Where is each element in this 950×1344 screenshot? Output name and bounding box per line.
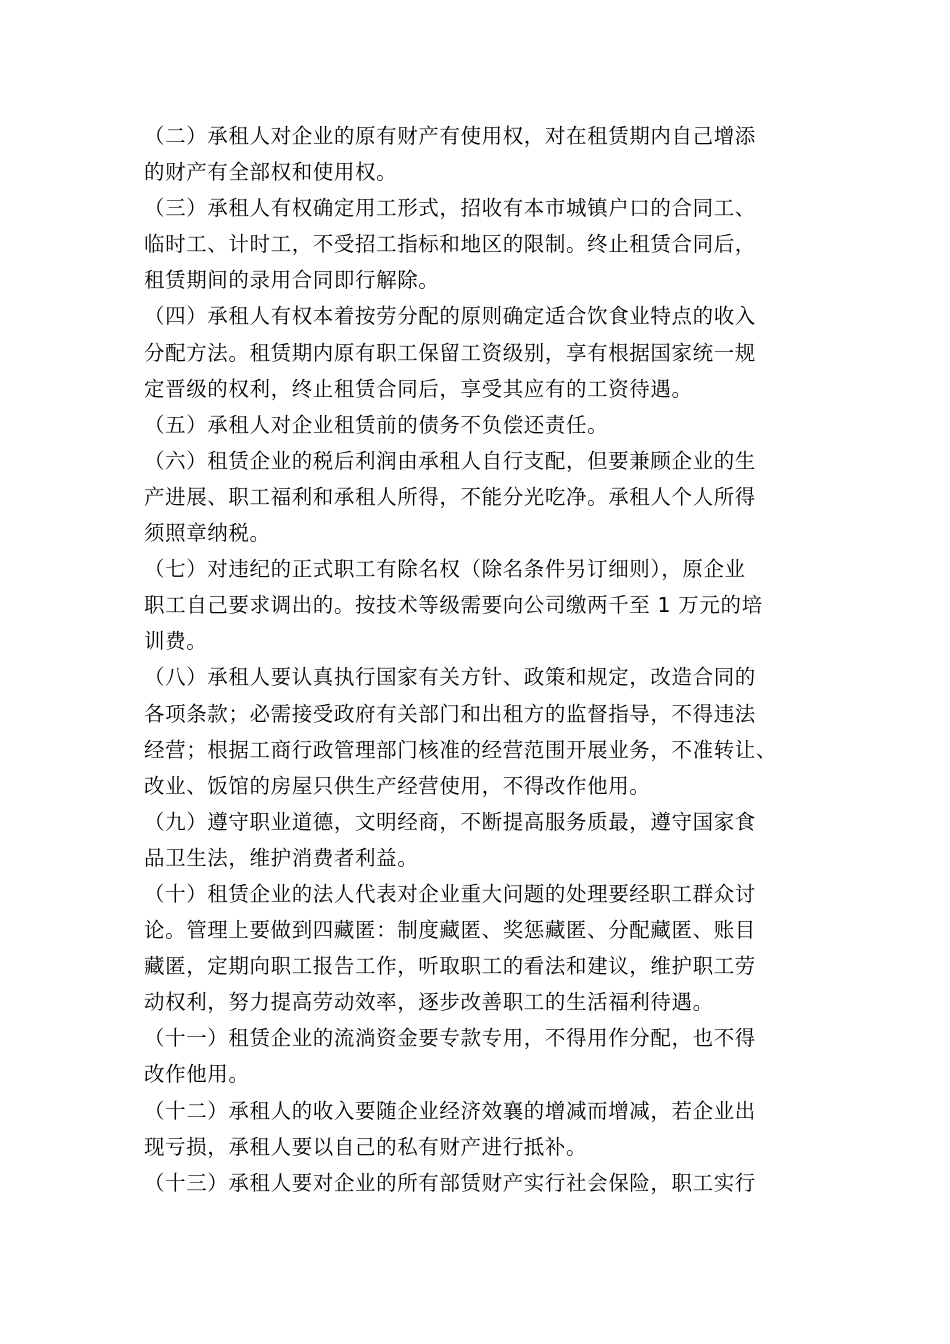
clause-paragraph — [144, 298, 824, 406]
clause-line: 职工自己要求调出的。按技术等级需要向公司缴两千至 1 万元的培 — [144, 593, 763, 618]
clause-line: 动权利，努力提高劳动效率，逐步改善职工的生活福利待遇。 — [144, 990, 714, 1015]
clause-line: （九）遵守职业道德，文明经商，不断提高服务质最，遵守国家食 — [144, 809, 756, 834]
clause-line: （八）承租人要认真执行国家有关方针、政策和规定，改造合同的 — [144, 665, 756, 690]
clause-line: （十二）承租人的收入要随企业经济效襄的增减而增减，若企业出 — [144, 1098, 756, 1123]
document-body — [144, 118, 824, 1201]
clause-line: （六）租赁企业的税后利润由承租人自行支配，但要兼顾企业的生 — [144, 448, 756, 473]
clause-line: 经营；根据工商行政管理部门核准的经营范围开展业务，不准转让、 — [144, 737, 777, 762]
clause-paragraph — [144, 407, 824, 443]
clause-line: （十三）承租人要对企业的所有部赁财产实行社会保险，职工实行 — [144, 1170, 756, 1195]
clause-line: 改业、饭馆的房屋只供生产经营使用，不得改作他用。 — [144, 773, 651, 798]
clause-line: 产进展、职工福利和承租人所得，不能分光吃净。承租人个人所得 — [144, 484, 756, 509]
clause-paragraph — [144, 1165, 824, 1201]
clause-line: 租赁期间的录用合同即行解除。 — [144, 268, 440, 293]
clause-paragraph — [144, 1093, 824, 1165]
clause-line: （十一）租赁企业的流淌资金要专款专用，不得用作分配，也不得 — [144, 1026, 756, 1051]
clause-line: 论。管理上要做到四藏匿：制度藏匿、奖惩藏匿、分配藏匿、账目 — [144, 918, 756, 943]
clause-line: （三）承租人有权确定用工形式，招收有本市城镇户口的合同工、 — [144, 196, 756, 221]
clause-line: 分配方法。租赁期内原有职工保留工资级别，享有根据国家统一规 — [144, 340, 756, 365]
clause-paragraph — [144, 118, 824, 190]
clause-line: 藏匿，定期向职工报告工作，听取职工的看法和建议，维护职工劳 — [144, 954, 756, 979]
clause-line: 各项条款；必需接受政府有关部门和出租方的监督指导，不得违法 — [144, 701, 756, 726]
clause-paragraph — [144, 1020, 824, 1092]
clause-line: 品卫生法，维护消费者利益。 — [144, 845, 419, 870]
clause-line: （四）承租人有权本着按劳分配的原则确定适合饮食业特点的收入 — [144, 304, 756, 329]
clause-line: 的财产有全部权和使用权。 — [144, 160, 398, 185]
clause-paragraph — [144, 443, 824, 551]
clause-paragraph — [144, 804, 824, 876]
clause-line: （七）对违纪的正式职工有除名权（除名条件另订细则），原企业 — [144, 557, 746, 582]
clause-paragraph — [144, 551, 824, 659]
clause-paragraph — [144, 190, 824, 298]
clause-line: （五）承租人对企业租赁前的债务不负偿还责任。 — [144, 412, 609, 437]
clause-line: 定晋级的权利，终止租赁合同后，享受其应有的工资待遇。 — [144, 376, 693, 401]
clause-line: 现亏损，承租人要以自己的私有财产进行抵补。 — [144, 1134, 588, 1159]
clause-paragraph — [144, 876, 824, 1020]
clause-line: 改作他用。 — [144, 1062, 250, 1087]
clause-line: 临时工、计时工，不受招工指标和地区的限制。终止租赁合同后， — [144, 232, 756, 257]
clause-line: （二）承租人对企业的原有财产有使用权，对在租赁期内自己增添 — [144, 124, 756, 148]
clause-paragraph — [144, 659, 824, 803]
clause-line: （十）租赁企业的法人代表对企业重大问题的处理要经职工群众讨 — [144, 881, 756, 906]
clause-line: 须照章纳税。 — [144, 521, 271, 546]
clause-line: 训费。 — [144, 629, 208, 654]
